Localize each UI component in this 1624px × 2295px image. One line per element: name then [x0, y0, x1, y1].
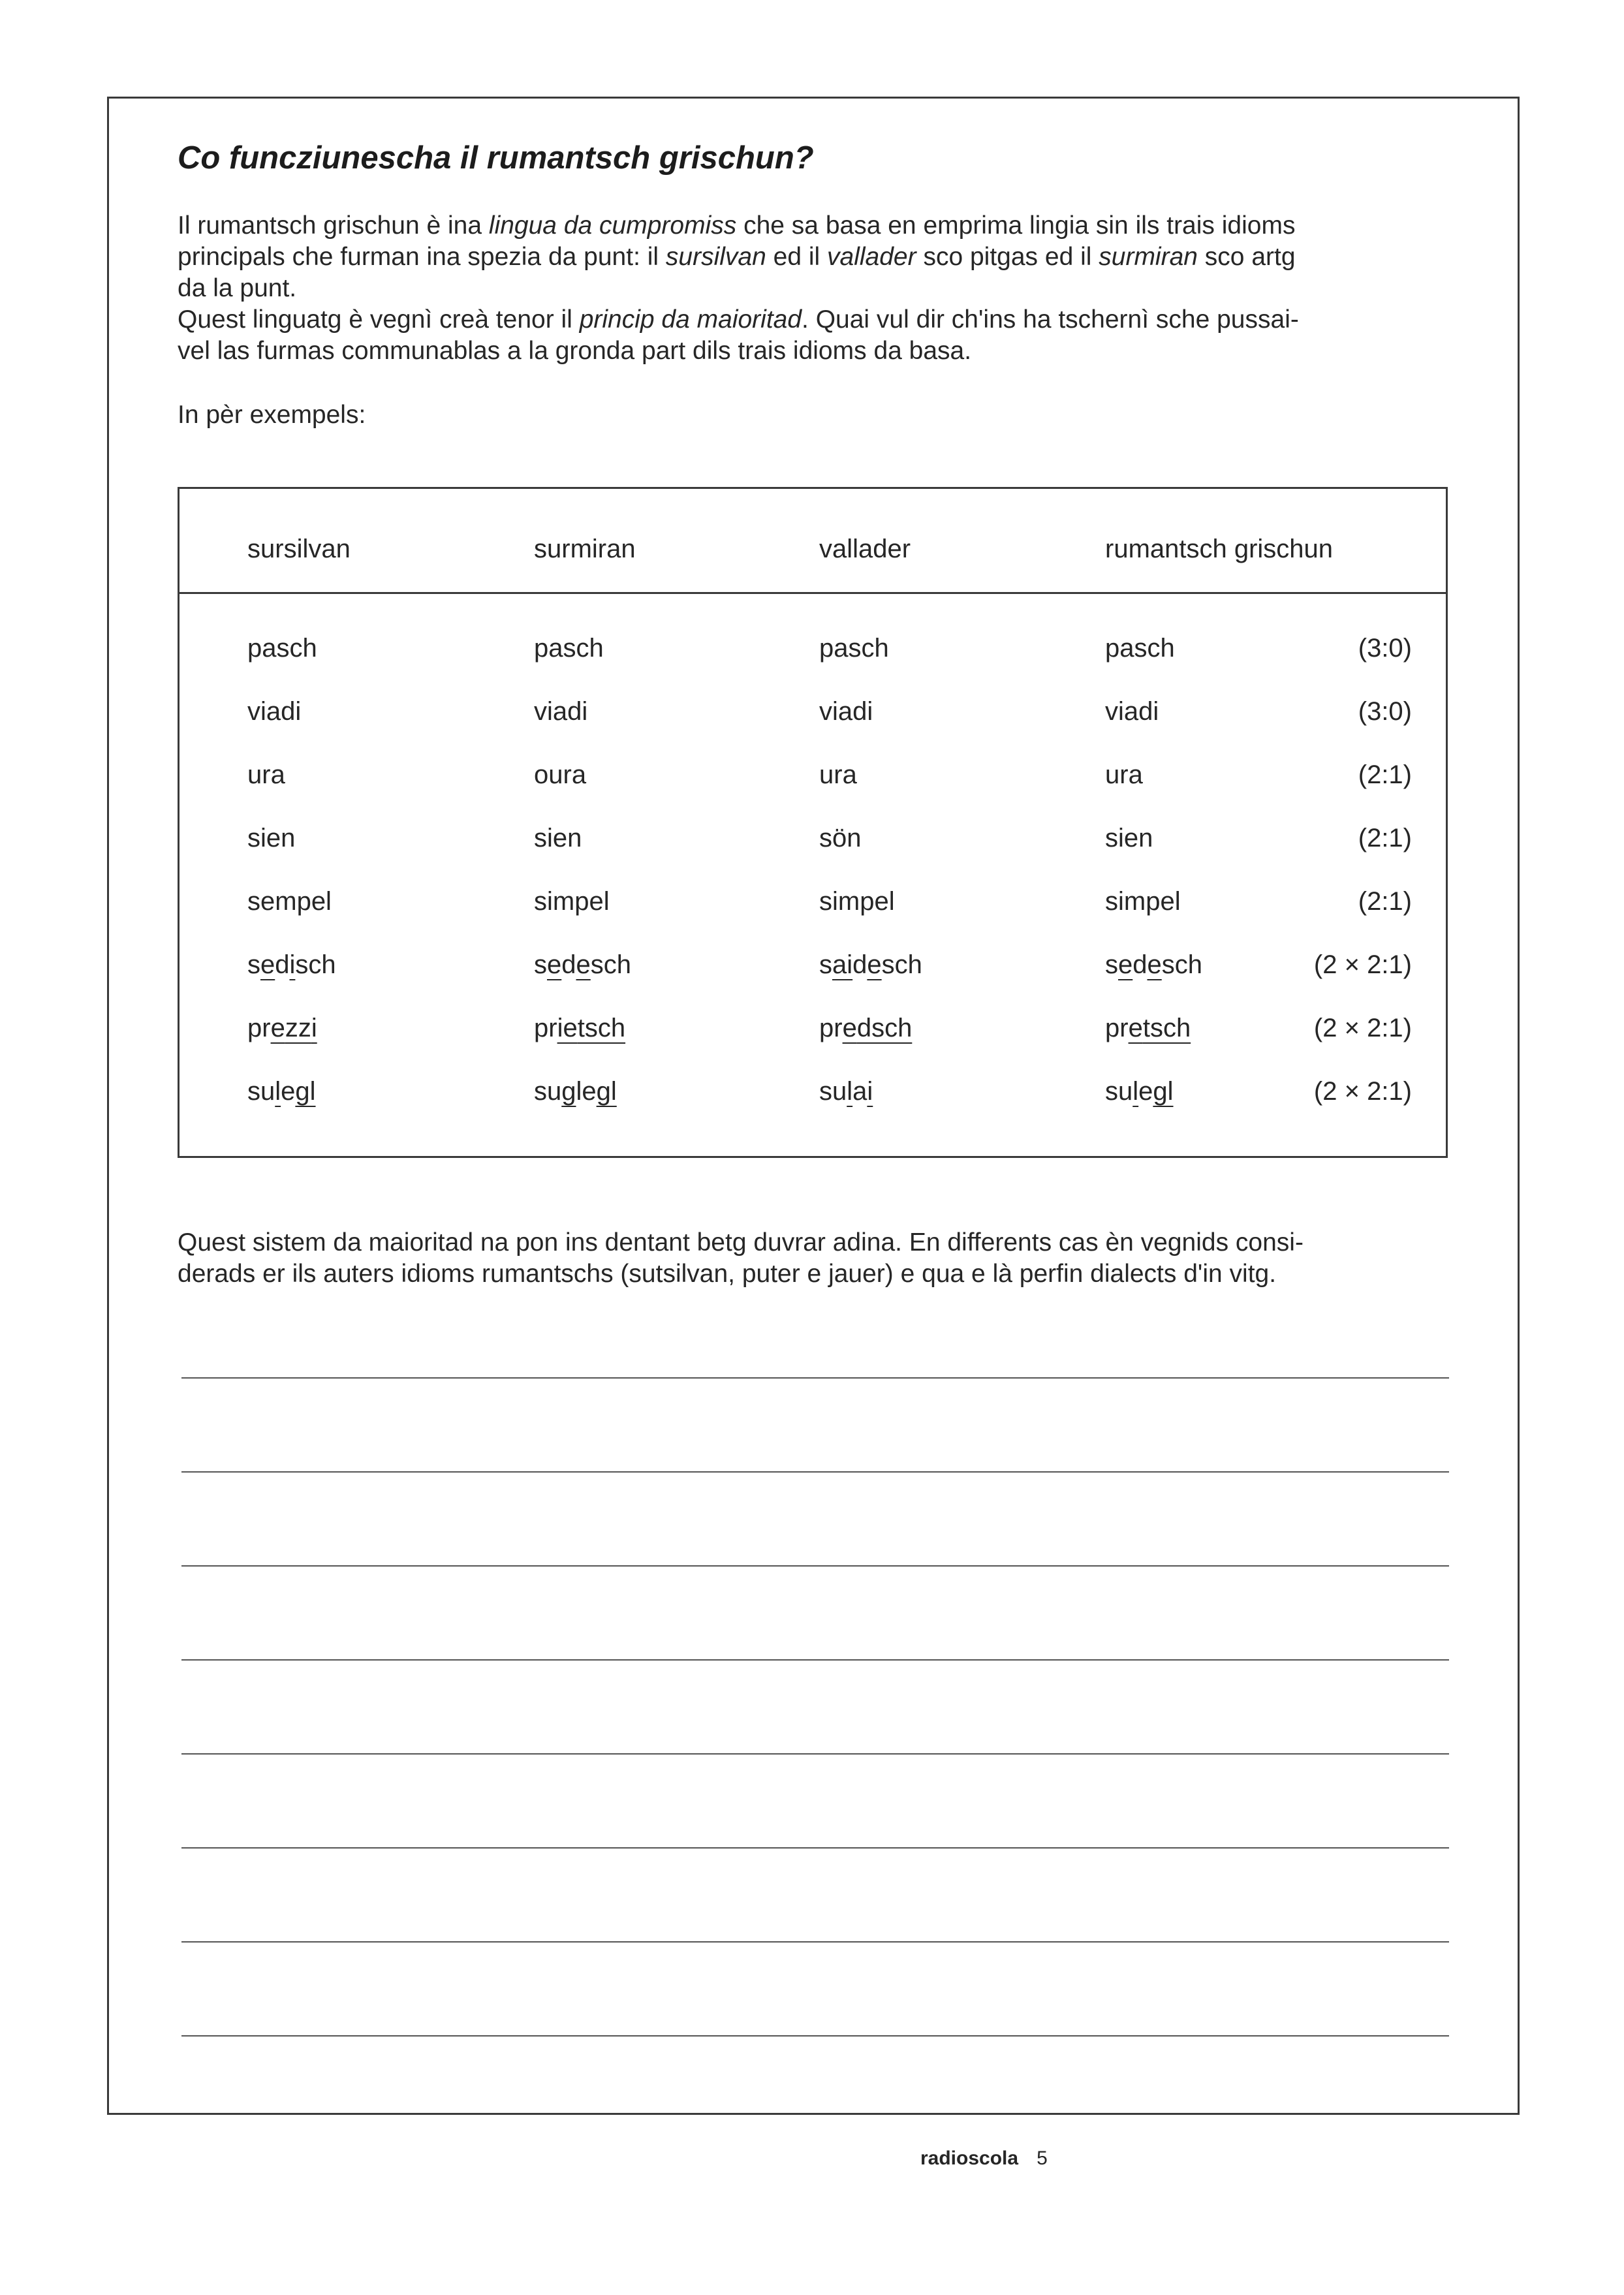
- writing-line[interactable]: [181, 1941, 1449, 1943]
- writing-line[interactable]: [181, 1471, 1449, 1473]
- writing-line[interactable]: [181, 1565, 1449, 1567]
- cell-surmiran: [534, 1077, 617, 1106]
- text: sch: [590, 950, 631, 979]
- table-row: [180, 950, 1446, 990]
- underlined-letter: l: [1132, 1077, 1139, 1106]
- header-sursilvan: sursilvan: [247, 535, 351, 563]
- text: d: [561, 950, 576, 979]
- text: sch: [1161, 950, 1202, 979]
- table-row: [180, 824, 1446, 863]
- cell-rumantsch-grischun: viadi: [1105, 697, 1159, 726]
- cell-vallader: pasch: [819, 634, 889, 663]
- text: d: [275, 950, 290, 979]
- underlined-letter: i: [867, 1077, 873, 1106]
- text: su: [819, 1077, 847, 1106]
- writing-line[interactable]: [181, 1377, 1449, 1379]
- cell-sursilvan: sempel: [247, 887, 332, 916]
- emphasis: lingua da cumpromiss: [488, 211, 737, 240]
- text: pr: [247, 1014, 271, 1042]
- header-vallader: vallader: [819, 535, 911, 563]
- writing-line[interactable]: [181, 1659, 1449, 1661]
- cell-surmiran: sien: [534, 824, 582, 852]
- cell-rumantsch-grischun: [1105, 1014, 1191, 1043]
- cell-vallader: [819, 1014, 912, 1043]
- cell-ratio: (3:0): [1358, 634, 1412, 663]
- cell-sursilvan: pasch: [247, 634, 317, 663]
- cell-ratio: (2:1): [1358, 824, 1412, 852]
- text: pr: [819, 1014, 843, 1042]
- table-row: [180, 887, 1446, 926]
- text: s: [819, 950, 832, 979]
- underlined-letter: tsch: [1142, 1014, 1191, 1042]
- cell-sursilvan: [247, 1077, 316, 1106]
- text: su: [247, 1077, 275, 1106]
- underlined-letter: e: [1147, 950, 1162, 979]
- underlined-letter: gl: [295, 1077, 316, 1106]
- table-header-row: [180, 489, 1446, 594]
- page-heading: Co funcziunescha il rumantsch grischun?: [178, 140, 814, 176]
- cell-sursilvan: [247, 950, 336, 980]
- publication-name: radioscola: [920, 2147, 1019, 2169]
- table-row: [180, 634, 1446, 673]
- intro-line: [178, 210, 1463, 242]
- text: Quest linguatg è vegnì creà tenor il: [178, 305, 580, 334]
- text: sco pitgas ed il: [916, 243, 1099, 271]
- underlined-letter: i: [289, 950, 296, 979]
- text: d: [1132, 950, 1148, 979]
- text: pr: [1105, 1014, 1129, 1042]
- text: su: [1105, 1077, 1133, 1106]
- underlined-letter: e: [260, 950, 275, 979]
- cell-vallader: ura: [819, 760, 857, 789]
- text: pr: [534, 1014, 557, 1042]
- underlined-letter: gl: [1153, 1077, 1174, 1106]
- emphasis: vallader: [827, 243, 916, 271]
- underlined-letter: ie: [557, 1014, 578, 1042]
- cell-surmiran: [534, 1014, 625, 1043]
- intro-line: vel las furmas communablas a la gronda part dils trais idioms da basa.: [178, 337, 972, 365]
- text: sch: [295, 950, 336, 979]
- cell-surmiran: [534, 950, 631, 980]
- text: . Quai vul dir ch'ins ha tschernì sche pussai-: [802, 305, 1299, 334]
- table-row: [180, 1077, 1446, 1116]
- text: s: [247, 950, 260, 979]
- cell-sursilvan: sien: [247, 824, 296, 852]
- cell-rumantsch-grischun: [1105, 950, 1202, 980]
- emphasis: sursilvan: [665, 243, 766, 271]
- text: e: [1138, 1077, 1153, 1106]
- cell-rumantsch-grischun: simpel: [1105, 887, 1181, 916]
- header-surmiran: surmiran: [534, 535, 636, 563]
- text: sch: [881, 950, 922, 979]
- header-rumantsch-grischun: rumantsch grischun: [1105, 535, 1334, 563]
- cell-vallader: sön: [819, 824, 862, 852]
- underlined-letter: ai: [832, 950, 853, 979]
- text: s: [1105, 950, 1118, 979]
- underlined-letter: dsch: [856, 1014, 913, 1042]
- text: d: [852, 950, 867, 979]
- cell-ratio: (3:0): [1358, 697, 1412, 726]
- underlined-letter: i: [311, 1014, 317, 1042]
- text: che sa basa en emprima lingia sin ils trais idioms: [736, 211, 1296, 240]
- underlined-letter: e: [547, 950, 562, 979]
- text: le: [576, 1077, 597, 1106]
- cell-ratio: (2 × 2:1): [1313, 1077, 1412, 1106]
- writing-line[interactable]: [181, 1847, 1449, 1849]
- cell-rumantsch-grischun: ura: [1105, 760, 1143, 789]
- text: sco artg: [1197, 243, 1296, 271]
- page-number: 5: [1037, 2147, 1048, 2169]
- cell-vallader: [819, 1077, 873, 1106]
- closing-line: Quest sistem da maioritad na pon ins dentant betg duvrar adina. En differents cas èn vegnids consi-: [178, 1228, 1304, 1257]
- text: a: [852, 1077, 867, 1106]
- cell-surmiran: oura: [534, 760, 587, 789]
- underlined-letter: l: [847, 1077, 853, 1106]
- underlined-letter: zz: [285, 1014, 311, 1042]
- text: principals che furman ina spezia da punt: il: [178, 243, 666, 271]
- cell-sursilvan: [247, 1014, 317, 1043]
- table-row: [180, 760, 1446, 800]
- intro-paragraph: [178, 210, 1463, 367]
- cell-vallader: viadi: [819, 697, 873, 726]
- page-footer: [920, 2147, 1048, 2170]
- cell-rumantsch-grischun: [1105, 1077, 1174, 1106]
- cell-ratio: (2 × 2:1): [1313, 950, 1412, 979]
- text: s: [534, 950, 547, 979]
- cell-surmiran: simpel: [534, 887, 610, 916]
- underlined-letter: e: [867, 950, 882, 979]
- cell-ratio: (2:1): [1358, 887, 1412, 916]
- emphasis: surmiran: [1099, 243, 1198, 271]
- cell-vallader: [819, 950, 922, 980]
- text: Il rumantsch grischun è ina: [178, 211, 489, 240]
- writing-line[interactable]: [181, 2035, 1449, 2037]
- writing-line[interactable]: [181, 1753, 1449, 1755]
- cell-sursilvan: viadi: [247, 697, 302, 726]
- intro-line: da la punt.: [178, 274, 297, 302]
- text: ed il: [766, 243, 828, 271]
- table-row: [180, 1014, 1446, 1053]
- cell-surmiran: pasch: [534, 634, 604, 663]
- underlined-letter: g: [561, 1077, 576, 1106]
- examples-label: In pèr exempels:: [178, 401, 366, 429]
- cell-ratio: (2:1): [1358, 760, 1412, 789]
- cell-ratio: (2 × 2:1): [1313, 1014, 1412, 1042]
- underlined-letter: e: [1118, 950, 1133, 979]
- cell-rumantsch-grischun: sien: [1105, 824, 1153, 852]
- underlined-letter: l: [275, 1077, 281, 1106]
- underlined-letter: gl: [596, 1077, 617, 1106]
- underlined-letter: e: [1128, 1014, 1143, 1042]
- text: e: [281, 1077, 296, 1106]
- underlined-letter: tsch: [577, 1014, 626, 1042]
- idiom-comparison-table: [178, 487, 1448, 1158]
- cell-sursilvan: ura: [247, 760, 285, 789]
- intro-line: [178, 304, 1463, 336]
- text: su: [534, 1077, 562, 1106]
- cell-vallader: simpel: [819, 887, 895, 916]
- cell-surmiran: viadi: [534, 697, 588, 726]
- emphasis: princip da maioritad: [579, 305, 802, 334]
- intro-line: [178, 242, 1463, 273]
- underlined-letter: e: [576, 950, 591, 979]
- underlined-letter: e: [842, 1014, 857, 1042]
- underlined-letter: e: [270, 1014, 285, 1042]
- table-row: [180, 697, 1446, 736]
- cell-rumantsch-grischun: pasch: [1105, 634, 1175, 663]
- closing-line: derads er ils auters idioms rumantschs (sutsilvan, puter e jauer) e qua e là perfin dialects d'in vitg.: [178, 1260, 1277, 1288]
- closing-paragraph: [178, 1227, 1463, 1290]
